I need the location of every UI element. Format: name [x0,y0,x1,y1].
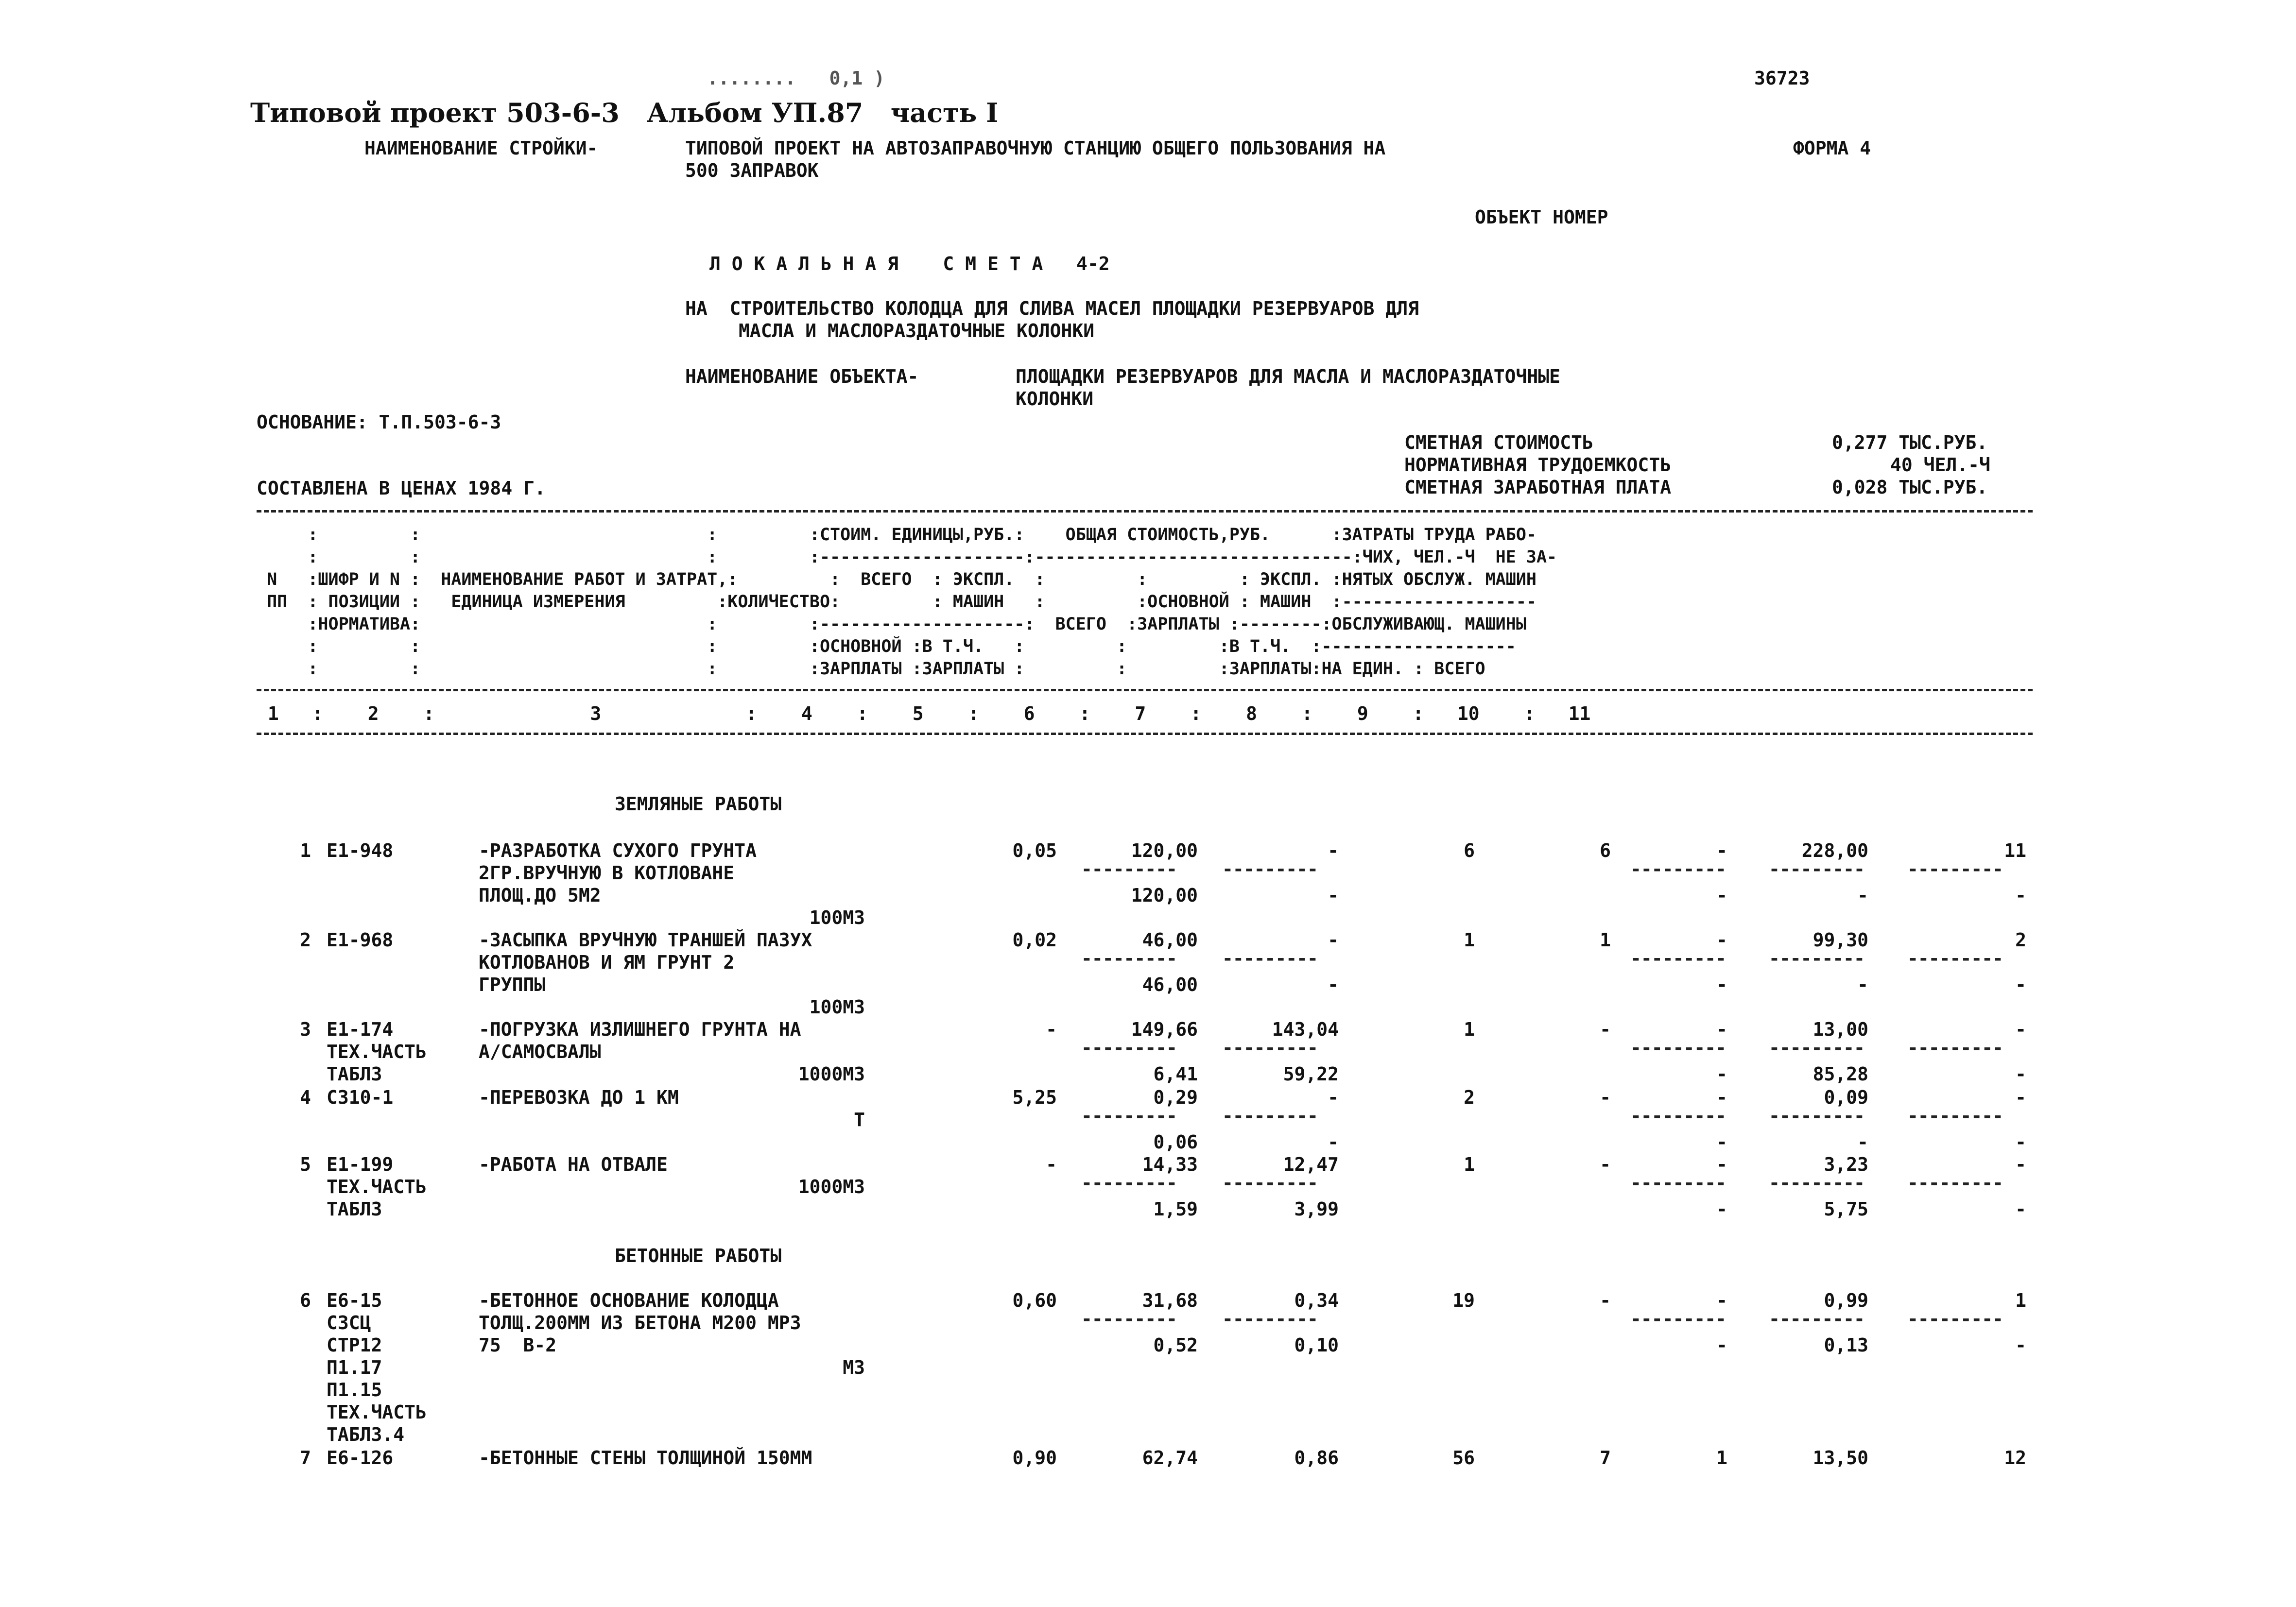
quantity: 0,05 [1012,840,1057,861]
quantity: 0,60 [1012,1290,1057,1311]
unit-machine-wages: 3,99 [1294,1198,1339,1220]
work-name: 2ГР.ВРУЧНУЮ В КОТЛОВАНЕ [479,862,735,884]
cell-separator: --------- [1907,858,2003,880]
total-cost: 2 [1464,1087,1475,1108]
total-base-wages: 1 [1600,929,1611,951]
quantity: 5,25 [1012,1087,1057,1108]
unit-cost-total: 62,74 [1142,1447,1198,1469]
quantity: - [1046,1154,1057,1175]
norm-code: ТАБЛ3 [327,1198,382,1220]
prices-line: СОСТАВЛЕНА В ЦЕНАХ 1984 Г. [257,478,546,499]
header-line: : : : :--------------------:-------------------------------:ЧИХ, ЧЕЛ.-Ч НЕ ЗА- [257,547,1557,567]
unit-base-wages: 46,00 [1142,974,1198,995]
summary-label-cost: СМЕТНАЯ СТОИМОСТЬ [1404,432,1593,453]
labor-machines-per-unit: 5,75 [1824,1198,1868,1220]
object-line-2: КОЛОНКИ [1016,388,1094,410]
construction-label: НАИМЕНОВАНИЕ СТРОЙКИ- [364,137,598,159]
labor-per-unit: 3,23 [1824,1154,1868,1175]
unit: Т [854,1109,865,1130]
total-machine-wages: - [1716,1334,1727,1356]
norm-code: ТЕХ.ЧАСТЬ [327,1402,427,1423]
work-name: -ПОГРУЗКА ИЗЛИШНЕГО ГРУНТА НА [479,1019,801,1040]
cell-separator: --------- [1081,1308,1177,1330]
summary-label-wages: СМЕТНАЯ ЗАРАБОТНАЯ ПЛАТА [1404,477,1672,498]
cell-separator: --------- [1907,1172,2003,1194]
construction-line-1: ТИПОВОЙ ПРОЕКТ НА АВТОЗАПРАВОЧНУЮ СТАНЦИЮ ОБЩЕГО ПОЛЬЗОВАНИЯ НА [685,137,1386,159]
labor-machines-total: - [2015,1063,2026,1085]
work-name: ПЛОЩ.ДО 5М2 [479,885,601,906]
total-machine-wages: - [1716,1198,1727,1220]
norm-code: ТАБЛ3 [327,1063,382,1085]
cell-separator: --------- [1222,1037,1318,1059]
norm-code: Е6-126 [327,1447,394,1469]
cell-separator: --------- [1769,948,1864,969]
summary-label-labor: НОРМАТИВНАЯ ТРУДОЕМКОСТЬ [1404,454,1672,476]
labor-total: - [2015,1019,2026,1040]
section-concrete: БЕТОННЫЕ РАБОТЫ [615,1245,782,1266]
object-label: НАИМЕНОВАНИЕ ОБЪЕКТА- [685,366,919,387]
cell-separator: --------- [1769,1308,1864,1330]
norm-code: С3СЦ [327,1312,371,1333]
unit-cost-total: 120,00 [1131,840,1198,861]
project-title: Типовой проект 503-6-3 Альбом УП.87 часть I [250,97,999,128]
labor-machines-per-unit: - [1857,1131,1868,1153]
unit-cost-machines: - [1328,1087,1339,1108]
unit-cost-machines: - [1328,840,1339,861]
quantity: 0,90 [1012,1447,1057,1469]
labor-total: - [2015,1154,2026,1175]
norm-code: С310-1 [327,1087,394,1108]
unit-base-wages: 1,59 [1153,1198,1198,1220]
unit-cost-total: 149,66 [1131,1019,1198,1040]
unit-cost-machines: 12,47 [1283,1154,1339,1175]
labor-per-unit: 228,00 [1801,840,1868,861]
total-cost: 1 [1464,1019,1475,1040]
row-number: 5 [300,1154,311,1175]
cell-separator: --------- [1769,1105,1864,1127]
summary-value-wages: 0,028 ТЫС.РУБ. [1832,477,1988,498]
cell-separator: --------- [1907,1037,2003,1059]
quantity: - [1046,1019,1057,1040]
unit-cost-machines: - [1328,929,1339,951]
row-number: 3 [300,1019,311,1040]
norm-code: П1.17 [327,1357,382,1378]
quantity: 0,02 [1012,929,1057,951]
total-machine-wages: - [1716,974,1727,995]
form-label: ФОРМА 4 [1793,137,1871,159]
unit-cost-total: 14,33 [1142,1154,1198,1175]
header-line: ПП : ПОЗИЦИИ : ЕДИНИЦА ИЗМЕРЕНИЯ :КОЛИЧЕСТВО: : МАШИН : :ОСНОВНОЙ : МАШИН :------------------- [257,592,1536,612]
header-rule-bottom [257,733,2033,735]
cell-separator: --------- [1081,948,1177,969]
labor-per-unit: 13,50 [1813,1447,1868,1469]
cell-separator: --------- [1222,948,1318,969]
unit: 100М3 [809,907,865,928]
faint-top-text: ........ 0,1 ) [707,68,885,89]
total-base-wages: 6 [1600,840,1611,861]
header-rule-mid [257,689,2033,691]
total-machines: - [1716,929,1727,951]
cell-separator: --------- [1907,1105,2003,1127]
total-machines: - [1716,1087,1727,1108]
cell-separator: --------- [1907,1308,2003,1330]
unit: 1000М3 [798,1063,865,1085]
norm-code: П1.15 [327,1379,382,1401]
cell-separator: --------- [1630,858,1726,880]
norm-code: Е6-15 [327,1290,382,1311]
unit-base-wages: 0,52 [1153,1334,1198,1356]
total-machine-wages: - [1716,885,1727,906]
purpose-line-1: НА СТРОИТЕЛЬСТВО КОЛОДЦА ДЛЯ СЛИВА МАСЕЛ ПЛОЩАДКИ РЕЗЕРВУАРОВ ДЛЯ [685,298,1419,319]
total-machines: 1 [1716,1447,1727,1469]
norm-code: Е1-174 [327,1019,394,1040]
norm-code: ТЕХ.ЧАСТЬ [327,1176,427,1197]
header-rule-top [257,510,2033,513]
estimate-title: Л О К А Л Ь Н А Я С М Е Т А 4-2 [709,253,1110,274]
labor-per-unit: 13,00 [1813,1019,1868,1040]
labor-machines-per-unit: 0,13 [1824,1334,1868,1356]
labor-machines-per-unit: - [1857,885,1868,906]
cell-separator: --------- [1769,858,1864,880]
cell-separator: --------- [1222,1172,1318,1194]
unit-cost-total: 31,68 [1142,1290,1198,1311]
cell-separator: --------- [1222,858,1318,880]
unit: 1000М3 [798,1176,865,1197]
work-name: -БЕТОННЫЕ СТЕНЫ ТОЛЩИНОЙ 150ММ [479,1447,812,1469]
work-name: -РАБОТА НА ОТВАЛЕ [479,1154,668,1175]
unit-cost-total: 46,00 [1142,929,1198,951]
header-line: : : : :ЗАРПЛАТЫ :ЗАРПЛАТЫ : : :ЗАРПЛАТЫ:НА ЕДИН. : ВСЕГО [257,659,1485,679]
construction-line-2: 500 ЗАПРАВОК [685,160,819,181]
total-cost: 1 [1464,929,1475,951]
work-name: -РАЗРАБОТКА СУХОГО ГРУНТА [479,840,757,861]
labor-machines-total: - [2015,1334,2026,1356]
unit-base-wages: 120,00 [1131,885,1198,906]
cell-separator: --------- [1630,1105,1726,1127]
row-number: 2 [300,929,311,951]
column-numbers: 1 : 2 : 3 : 4 : 5 : 6 : 7 : 8 : 9 : 10 : 11 [257,703,1591,724]
total-machine-wages: - [1716,1131,1727,1153]
cell-separator: --------- [1630,1037,1726,1059]
header-line: : : : :ОСНОВНОЙ :В Т.Ч. : : :В Т.Ч. :------------------- [257,637,1516,656]
cell-separator: --------- [1222,1308,1318,1330]
unit-machine-wages: - [1328,885,1339,906]
labor-total: 12 [2004,1447,2026,1469]
basis-line: ОСНОВАНИЕ: Т.П.503-6-3 [257,411,501,433]
norm-code: ТЕХ.ЧАСТЬ [327,1041,427,1062]
summary-value-cost: 0,277 ТЫС.РУБ. [1832,432,1988,453]
purpose-line-2: МАСЛА И МАСЛОРАЗДАТОЧНЫЕ КОЛОНКИ [739,320,1095,342]
unit-cost-total: 0,29 [1153,1087,1198,1108]
labor-total: 11 [2004,840,2026,861]
cell-separator: --------- [1907,948,2003,969]
unit-machine-wages: - [1328,974,1339,995]
unit-base-wages: 0,06 [1153,1131,1198,1153]
total-machines: - [1716,1290,1727,1311]
unit-base-wages: 6,41 [1153,1063,1198,1085]
document-number: 36723 [1754,68,1810,89]
total-cost: 1 [1464,1154,1475,1175]
object-number-label: ОБЪЕКТ НОМЕР [1475,206,1608,228]
cell-separator: --------- [1630,1308,1726,1330]
labor-machines-total: - [2015,1131,2026,1153]
object-line-1: ПЛОЩАДКИ РЕЗЕРВУАРОВ ДЛЯ МАСЛА И МАСЛОРАЗДАТОЧНЫЕ [1016,366,1561,387]
total-machines: - [1716,1019,1727,1040]
labor-machines-total: - [2015,1198,2026,1220]
work-name: КОТЛОВАНОВ И ЯМ ГРУНТ 2 [479,952,735,973]
work-name: -БЕТОННОЕ ОСНОВАНИЕ КОЛОДЦА [479,1290,779,1311]
unit-machine-wages: 59,22 [1283,1063,1339,1085]
header-line: N :ШИФР И N : НАИМЕНОВАНИЕ РАБОТ И ЗАТРАТ,: : ВСЕГО : ЭКСПЛ. : : : ЭКСПЛ. :НЯТЫХ ОБСЛУЖ. МАШИН [257,570,1536,589]
total-machines: - [1716,840,1727,861]
row-number: 6 [300,1290,311,1311]
row-number: 1 [300,840,311,861]
labor-machines-per-unit: 85,28 [1813,1063,1868,1085]
norm-code: СТР12 [327,1334,382,1356]
labor-machines-total: - [2015,885,2026,906]
total-cost: 56 [1452,1447,1475,1469]
work-name: ТОЛЩ.200ММ ИЗ БЕТОНА М200 МРЗ [479,1312,801,1333]
cell-separator: --------- [1081,1037,1177,1059]
unit-cost-machines: 0,34 [1294,1290,1339,1311]
cell-separator: --------- [1769,1037,1864,1059]
unit: М3 [843,1357,865,1378]
total-base-wages: - [1600,1290,1611,1311]
row-number: 4 [300,1087,311,1108]
total-machine-wages: - [1716,1063,1727,1085]
unit-cost-machines: 143,04 [1272,1019,1339,1040]
total-base-wages: - [1600,1087,1611,1108]
total-machines: - [1716,1154,1727,1175]
total-cost: 19 [1452,1290,1475,1311]
work-name: -ЗАСЫПКА ВРУЧНУЮ ТРАНШЕЙ ПАЗУХ [479,929,812,951]
norm-code: Е1-199 [327,1154,394,1175]
cell-separator: --------- [1081,858,1177,880]
header-line: : : : :СТОИМ. ЕДИНИЦЫ,РУБ.: ОБЩАЯ СТОИМОСТЬ,РУБ. :ЗАТРАТЫ ТРУДА РАБО- [257,525,1536,545]
summary-value-labor: 40 ЧЕЛ.-Ч [1890,454,1990,476]
cell-separator: --------- [1630,948,1726,969]
cell-separator: --------- [1081,1172,1177,1194]
cell-separator: --------- [1222,1105,1318,1127]
labor-machines-total: - [2015,974,2026,995]
labor-total: 1 [2015,1290,2026,1311]
unit-machine-wages: 0,10 [1294,1334,1339,1356]
norm-code: Е1-948 [327,840,394,861]
cell-separator: --------- [1769,1172,1864,1194]
unit-cost-machines: 0,86 [1294,1447,1339,1469]
total-base-wages: 7 [1600,1447,1611,1469]
labor-per-unit: 0,99 [1824,1290,1868,1311]
unit: 100М3 [809,996,865,1018]
labor-machines-per-unit: - [1857,974,1868,995]
norm-code: ТАБЛ3.4 [327,1424,405,1445]
labor-total: 2 [2015,929,2026,951]
total-cost: 6 [1464,840,1475,861]
work-name: -ПЕРЕВОЗКА ДО 1 КМ [479,1087,679,1108]
labor-per-unit: 0,09 [1824,1087,1868,1108]
total-base-wages: - [1600,1154,1611,1175]
work-name: А/САМОСВАЛЫ [479,1041,601,1062]
header-line: :НОРМАТИВА: : :--------------------: ВСЕГО :ЗАРПЛАТЫ :--------:ОБСЛУЖИВАЮЩ. МАШИНЫ [257,615,1526,634]
cell-separator: --------- [1081,1105,1177,1127]
work-name: 75 В-2 [479,1334,557,1356]
work-name: ГРУППЫ [479,974,546,995]
labor-total: - [2015,1087,2026,1108]
row-number: 7 [300,1447,311,1469]
section-earthworks: ЗЕМЛЯНЫЕ РАБОТЫ [615,793,782,815]
norm-code: Е1-968 [327,929,394,951]
unit-machine-wages: - [1328,1131,1339,1153]
labor-per-unit: 99,30 [1813,929,1868,951]
cell-separator: --------- [1630,1172,1726,1194]
total-base-wages: - [1600,1019,1611,1040]
